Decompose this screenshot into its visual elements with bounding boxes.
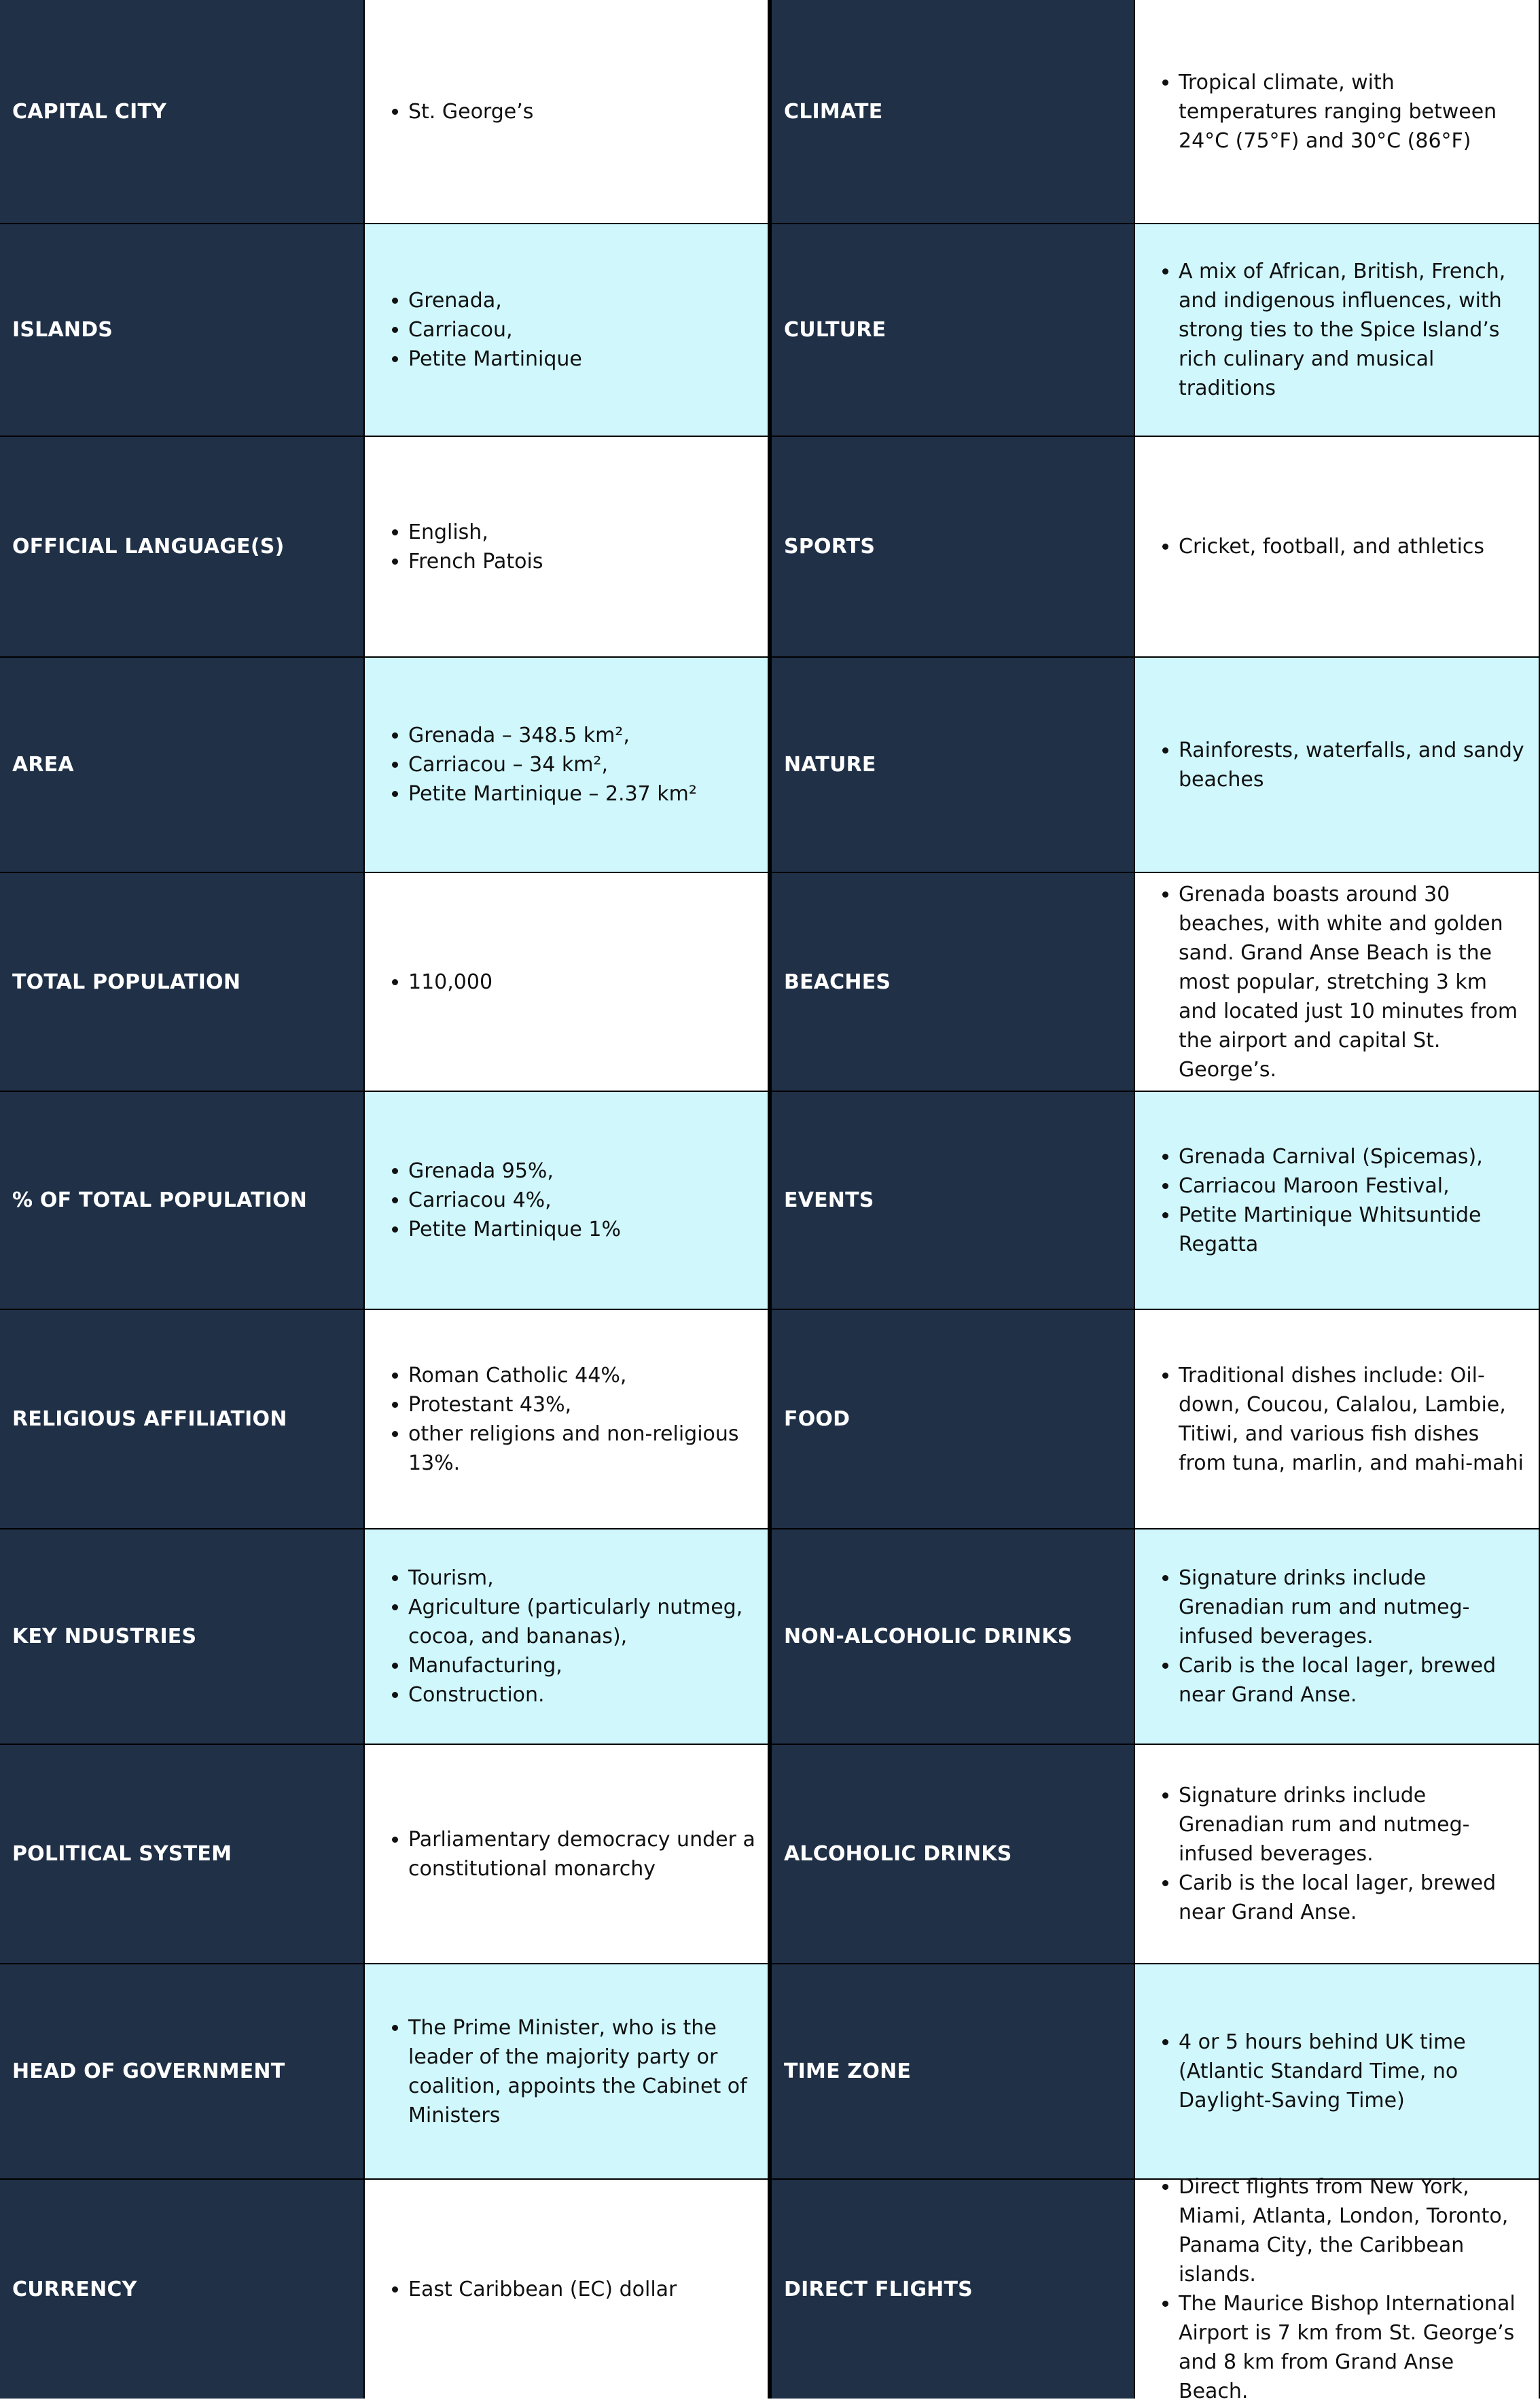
- fact-value: [365, 0, 768, 223]
- bullet-item: Grenada Carnival (Spicemas),: [1179, 1142, 1529, 1171]
- fact-value: [1135, 0, 1539, 223]
- bullet-item: Grenada boasts around 30 beaches, with white and golden sand. Grand Anse Beach is the most popular, stretching 3 km and located just 10 minutes from the airport and capital St. George’s.: [1179, 880, 1529, 1084]
- fact-value: [1135, 224, 1539, 436]
- fact-value-list: [388, 1825, 758, 1883]
- fact-value: [365, 873, 768, 1091]
- fact-value: [365, 437, 768, 656]
- bullet-item: other religions and non-religious 13%.: [408, 1419, 758, 1478]
- fact-label: EVENTS: [772, 1092, 1134, 1309]
- fact-value-list: [1158, 68, 1529, 156]
- fact-row: [0, 1092, 768, 1309]
- fact-label: SPORTS: [772, 437, 1134, 656]
- left-fact-column: [0, 0, 768, 2399]
- fact-label: TOTAL POPULATION: [0, 873, 363, 1091]
- bullet-item: The Maurice Bishop International Airport is 7 km from St. George’s and 8 km from Grand Anse Beach.: [1179, 2289, 1529, 2406]
- fact-value-list: [388, 1361, 758, 1478]
- bullet-item: Petite Martinique Whitsuntide Regatta: [1179, 1201, 1529, 1259]
- bullet-item: Signature drinks include Grenadian rum and nutmeg-infused beverages.: [1179, 1781, 1529, 1869]
- fact-row: [772, 1745, 1540, 1963]
- right-fact-column: [772, 0, 1540, 2403]
- bullet-item: Carib is the local lager, brewed near Grand Anse.: [1179, 1651, 1529, 1710]
- fact-label: AREA: [0, 658, 363, 872]
- fact-label: ISLANDS: [0, 224, 363, 436]
- fact-label: NON-ALCOHOLIC DRINKS: [772, 1529, 1134, 1744]
- bullet-item: Agriculture (particularly nutmeg, cocoa, and bananas),: [408, 1593, 758, 1651]
- bullet-item: Petite Martinique 1%: [408, 1215, 621, 1244]
- fact-value: [1135, 2175, 1539, 2403]
- bullet-item: Manufacturing,: [408, 1651, 758, 1680]
- fact-value-list: [1158, 1781, 1529, 1927]
- bullet-item: Grenada – 348.5 km²,: [408, 721, 697, 750]
- bullet-item: Construction.: [408, 1680, 758, 1710]
- bullet-item: Petite Martinique: [408, 344, 582, 374]
- bullet-item: Grenada,: [408, 286, 582, 315]
- fact-label: RELIGIOUS AFFILIATION: [0, 1310, 363, 1528]
- fact-value-list: [1158, 532, 1484, 561]
- fact-row: [0, 2180, 768, 2399]
- bullet-item: St. George’s: [408, 97, 533, 126]
- fact-label: CAPITAL CITY: [0, 0, 363, 223]
- fact-row: [772, 658, 1540, 872]
- fact-label: % OF TOTAL POPULATION: [0, 1092, 363, 1309]
- fact-row: [0, 658, 768, 872]
- fact-label: TIME ZONE: [772, 1964, 1134, 2178]
- fact-value-list: [388, 518, 543, 576]
- fact-label: ALCOHOLIC DRINKS: [772, 1745, 1134, 1963]
- fact-row: [772, 1310, 1540, 1528]
- fact-value: [1135, 1310, 1539, 1528]
- fact-value: [365, 1964, 768, 2178]
- fact-row: [772, 0, 1540, 223]
- fact-value-list: [1158, 1563, 1529, 1710]
- fact-label: HEAD OF GOVERNMENT: [0, 1964, 363, 2178]
- fact-value: [365, 1529, 768, 1744]
- bullet-item: Rainforests, waterfalls, and sandy beaches: [1179, 736, 1529, 794]
- fact-row: [772, 437, 1540, 656]
- fact-value: [365, 1745, 768, 1963]
- fact-row: [0, 437, 768, 656]
- fact-label: DIRECT FLIGHTS: [772, 2180, 1134, 2399]
- fact-label: OFFICIAL LANGUAGE(S): [0, 437, 363, 656]
- bullet-item: English,: [408, 518, 543, 547]
- fact-value: [1135, 1745, 1539, 1963]
- fact-label: POLITICAL SYSTEM: [0, 1745, 363, 1963]
- bullet-item: 110,000: [408, 968, 493, 997]
- bullet-item: Roman Catholic 44%,: [408, 1361, 758, 1390]
- fact-value-list: [1158, 2172, 1529, 2406]
- fact-value-list: [388, 1563, 758, 1710]
- fact-value-list: [388, 97, 533, 126]
- bullet-item: The Prime Minister, who is the leader of the majority party or coalition, appoints the Cabinet of Ministers: [408, 2013, 758, 2130]
- fact-value: [1135, 873, 1539, 1091]
- bullet-item: Signature drinks include Grenadian rum and nutmeg-infused beverages.: [1179, 1563, 1529, 1651]
- fact-value-list: [388, 968, 493, 997]
- fact-value: [1135, 437, 1539, 656]
- fact-row: [772, 1964, 1540, 2178]
- bullet-item: Protestant 43%,: [408, 1390, 758, 1419]
- fact-label: CLIMATE: [772, 0, 1134, 223]
- fact-value-list: [388, 2013, 758, 2130]
- fact-label: CURRENCY: [0, 2180, 363, 2399]
- fact-value: [1135, 1529, 1539, 1744]
- bullet-item: 4 or 5 hours behind UK time (Atlantic Standard Time, no Daylight-Saving Time): [1179, 2028, 1529, 2115]
- fact-value-list: [388, 1156, 621, 1244]
- fact-row: [0, 224, 768, 436]
- fact-row: [772, 1529, 1540, 1744]
- bullet-item: East Caribbean (EC) dollar: [408, 2275, 677, 2304]
- fact-value: [365, 658, 768, 872]
- bullet-item: French Patois: [408, 547, 543, 576]
- fact-row: [772, 224, 1540, 436]
- fact-label: FOOD: [772, 1310, 1134, 1528]
- fact-row: [0, 1745, 768, 1963]
- fact-row: [0, 1310, 768, 1528]
- fact-label: KEY NDUSTRIES: [0, 1529, 363, 1744]
- bullet-item: Parliamentary democracy under a constitutional monarchy: [408, 1825, 758, 1883]
- bullet-item: Carib is the local lager, brewed near Grand Anse.: [1179, 1869, 1529, 1927]
- fact-label: CULTURE: [772, 224, 1134, 436]
- fact-value: [365, 224, 768, 436]
- bullet-item: A mix of African, British, French, and indigenous influences, with strong ties to the Spice Island’s rich culinary and musical traditions: [1179, 257, 1529, 403]
- bullet-item: Grenada 95%,: [408, 1156, 621, 1186]
- fact-value-list: [1158, 736, 1529, 794]
- bullet-item: Cricket, football, and athletics: [1179, 532, 1484, 561]
- fact-value: [1135, 658, 1539, 872]
- bullet-item: Traditional dishes include: Oil-down, Coucou, Calalou, Lambie, Titiwi, and various fish dishes from tuna, marlin, and mahi-mahi: [1179, 1361, 1529, 1478]
- fact-row: [772, 2175, 1540, 2403]
- fact-row: [0, 873, 768, 1091]
- fact-value: [365, 1092, 768, 1309]
- fact-row: [0, 0, 768, 223]
- fact-row: [0, 1529, 768, 1744]
- fact-value: [1135, 1964, 1539, 2178]
- fact-label: BEACHES: [772, 873, 1134, 1091]
- fact-value-list: [388, 286, 582, 374]
- fact-value-list: [1158, 880, 1529, 1084]
- fact-value-list: [1158, 1142, 1529, 1259]
- bullet-item: Petite Martinique – 2.37 km²: [408, 779, 697, 809]
- bullet-item: Direct flights from New York, Miami, Atlanta, London, Toronto, Panama City, the Caribbean islands.: [1179, 2172, 1529, 2289]
- fact-value: [365, 2180, 768, 2399]
- fact-row: [772, 1092, 1540, 1309]
- fact-value: [1135, 1092, 1539, 1309]
- fact-value-list: [388, 721, 697, 809]
- fact-label: NATURE: [772, 658, 1134, 872]
- fact-value-list: [1158, 257, 1529, 403]
- fact-value: [365, 1310, 768, 1528]
- fact-value-list: [388, 2275, 677, 2304]
- fact-value-list: [1158, 1361, 1529, 1478]
- bullet-item: Carriacou 4%,: [408, 1186, 621, 1215]
- fact-row: [772, 873, 1540, 1091]
- fact-row: [0, 1964, 768, 2178]
- bullet-item: Carriacou,: [408, 315, 582, 344]
- bullet-item: Carriacou Maroon Festival,: [1179, 1171, 1529, 1201]
- fact-value-list: [1158, 2028, 1529, 2115]
- bullet-item: Carriacou – 34 km²,: [408, 750, 697, 779]
- bullet-item: Tropical climate, with temperatures ranging between 24°C (75°F) and 30°C (86°F): [1179, 68, 1529, 156]
- bullet-item: Tourism,: [408, 1563, 758, 1593]
